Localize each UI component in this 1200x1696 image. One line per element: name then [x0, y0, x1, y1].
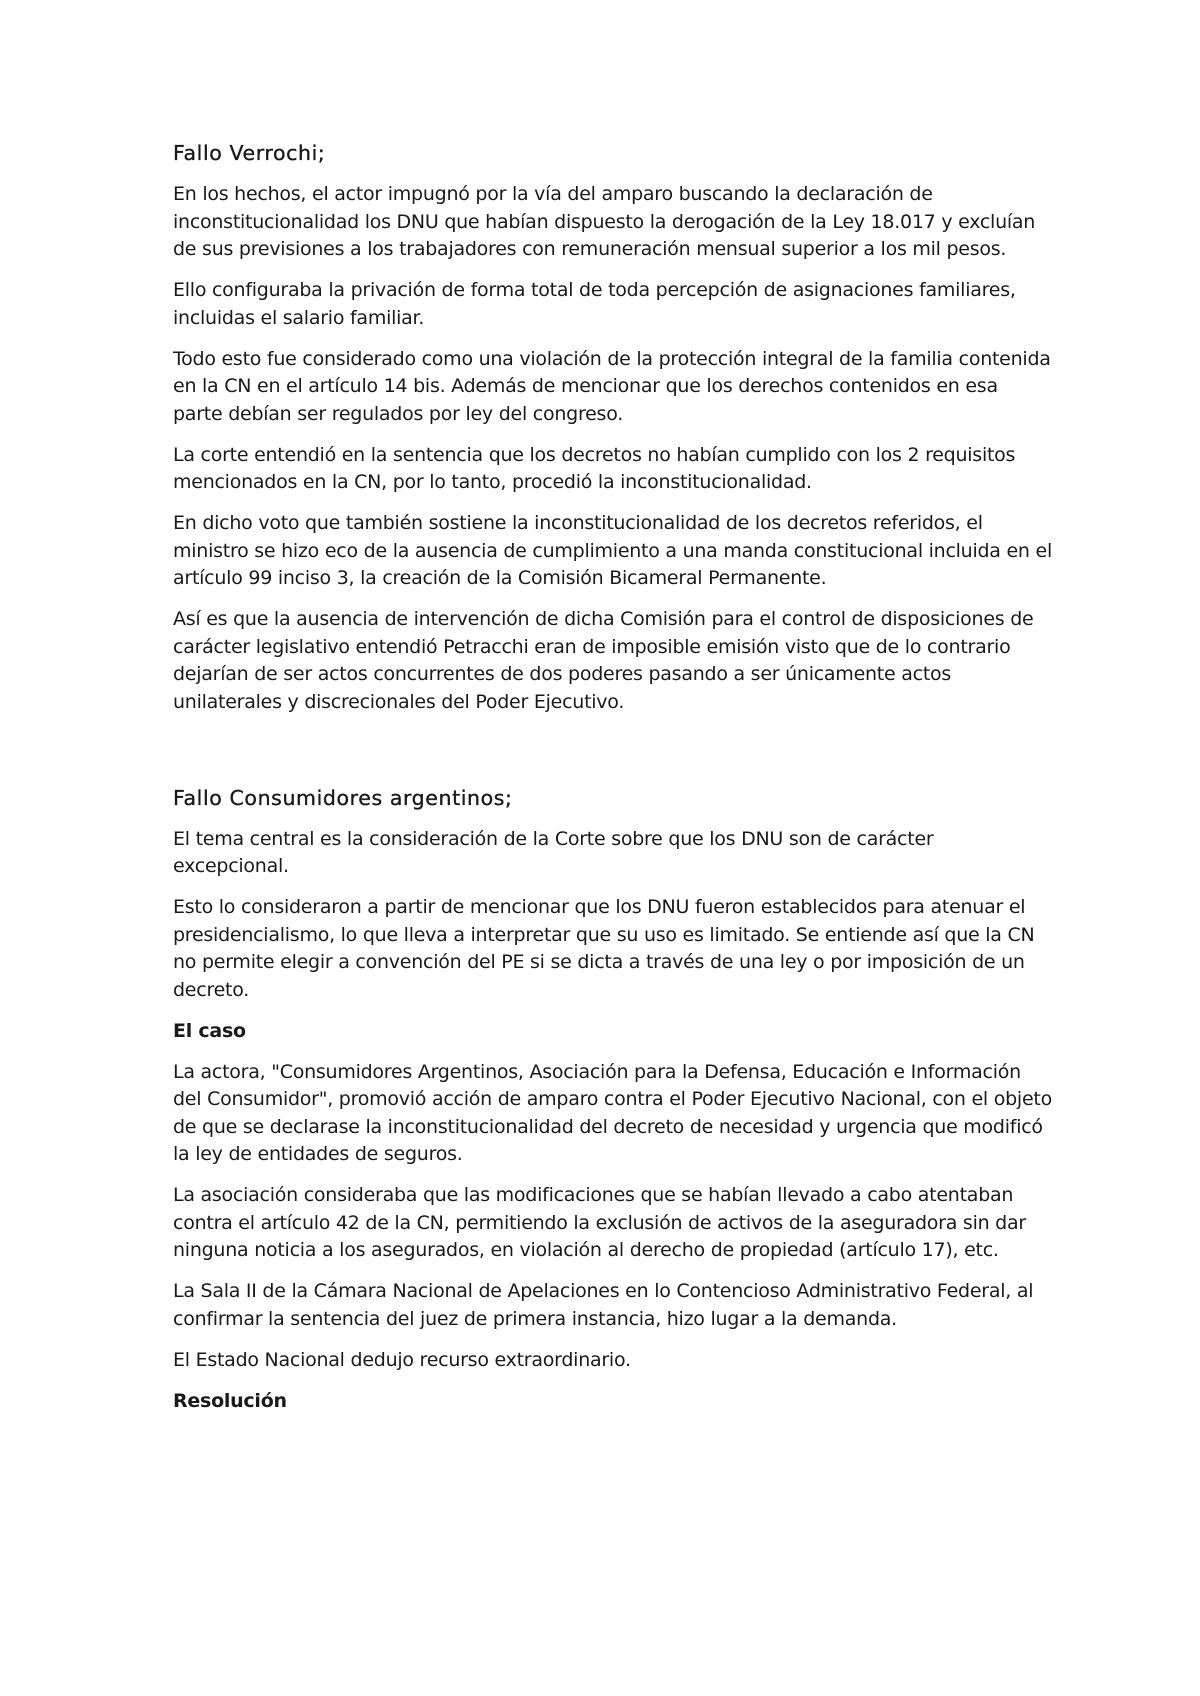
section-title-verrochi: Fallo Verrochi; — [173, 141, 326, 165]
paragraph: Así es que la ausencia de intervención de dicha Comisión para el control de disposiciones de carácter legislativo entendió Petracchi eran de imposible emisión visto que de lo contrario dejarían de ser actos concurrentes de dos poderes pasando a ser únicamente actos unilaterales y discrecionales del Poder Ejecutivo. — [173, 608, 1034, 713]
paragraph: En dicho voto que también sostiene la inconstitucionalidad de los decretos referidos, el ministro se hizo eco de la ausencia de cumplimiento a una manda constitucional incluida en el artículo 99 inciso 3, la creación de la Comisión Bicameral Permanente. — [173, 512, 1052, 589]
paragraph: La corte entendió en la sentencia que los decretos no habían cumplido con los 2 requisitos mencionados en la CN, por lo tanto, procedió la inconstitucionalidad. — [173, 443, 1016, 493]
paragraph: La actora, "Consumidores Argentinos, Asociación para la Defensa, Educación e Información del Consumidor", promovió acción de amparo contra el Poder Ejecutivo Nacional, con el objeto de que se declarase la inconstitucionalidad del decreto de necesidad y urgencia que modificó la ley de entidades de seguros. — [173, 1060, 1052, 1165]
document-page — [173, 140, 1053, 1429]
paragraph: La Sala II de la Cámara Nacional de Apelaciones en lo Contencioso Administrativo Federal, al confirmar la sentencia del juez de primera instancia, hizo lugar a la demanda. — [173, 1280, 1034, 1330]
subheading-resolucion: Resolución — [173, 1389, 287, 1412]
section-spacer — [173, 730, 1053, 785]
subheading-el-caso: El caso — [173, 1019, 246, 1042]
paragraph: La asociación consideraba que las modificaciones que se habían llevado a cabo atentaban contra el artículo 42 de la CN, permitiendo la exclusión de activos de la aseguradora sin dar ninguna noticia a los asegurados, en violación al derecho de propiedad (artículo 17), etc. — [173, 1184, 1026, 1261]
paragraph: Todo esto fue considerado como una violación de la protección integral de la familia contenida en la CN en el artículo 14 bis. Además de mencionar que los derechos contenidos en esa parte debían ser regulados por ley del congreso. — [173, 347, 1051, 425]
paragraph: En los hechos, el actor impugnó por la vía del amparo buscando la declaración de inconstitucionalidad los DNU que habían dispuesto la derogación de la Ley 18.017 y excluían de sus previsiones a los trabajadores con remuneración mensual superior a los mil pesos. — [173, 183, 1036, 260]
paragraph: Ello configuraba la privación de forma total de toda percepción de asignaciones familiares, incluidas el salario familiar. — [173, 279, 1016, 329]
paragraph: El tema central es la consideración de la Corte sobre que los DNU son de carácter excepcional. — [173, 827, 934, 877]
section-title-consumidores: Fallo Consumidores argentinos; — [173, 785, 513, 810]
paragraph: Esto lo consideraron a partir de mencionar que los DNU fueron establecidos para atenuar el presidencialismo, lo que lleva a interpretar que su uso es limitado. Se entiende así que la CN no permite elegir a convención del PE si se dicta a través de una ley o por imposición de un decreto. — [173, 896, 1035, 1001]
paragraph: El Estado Nacional dedujo recurso extraordinario. — [173, 1348, 631, 1371]
